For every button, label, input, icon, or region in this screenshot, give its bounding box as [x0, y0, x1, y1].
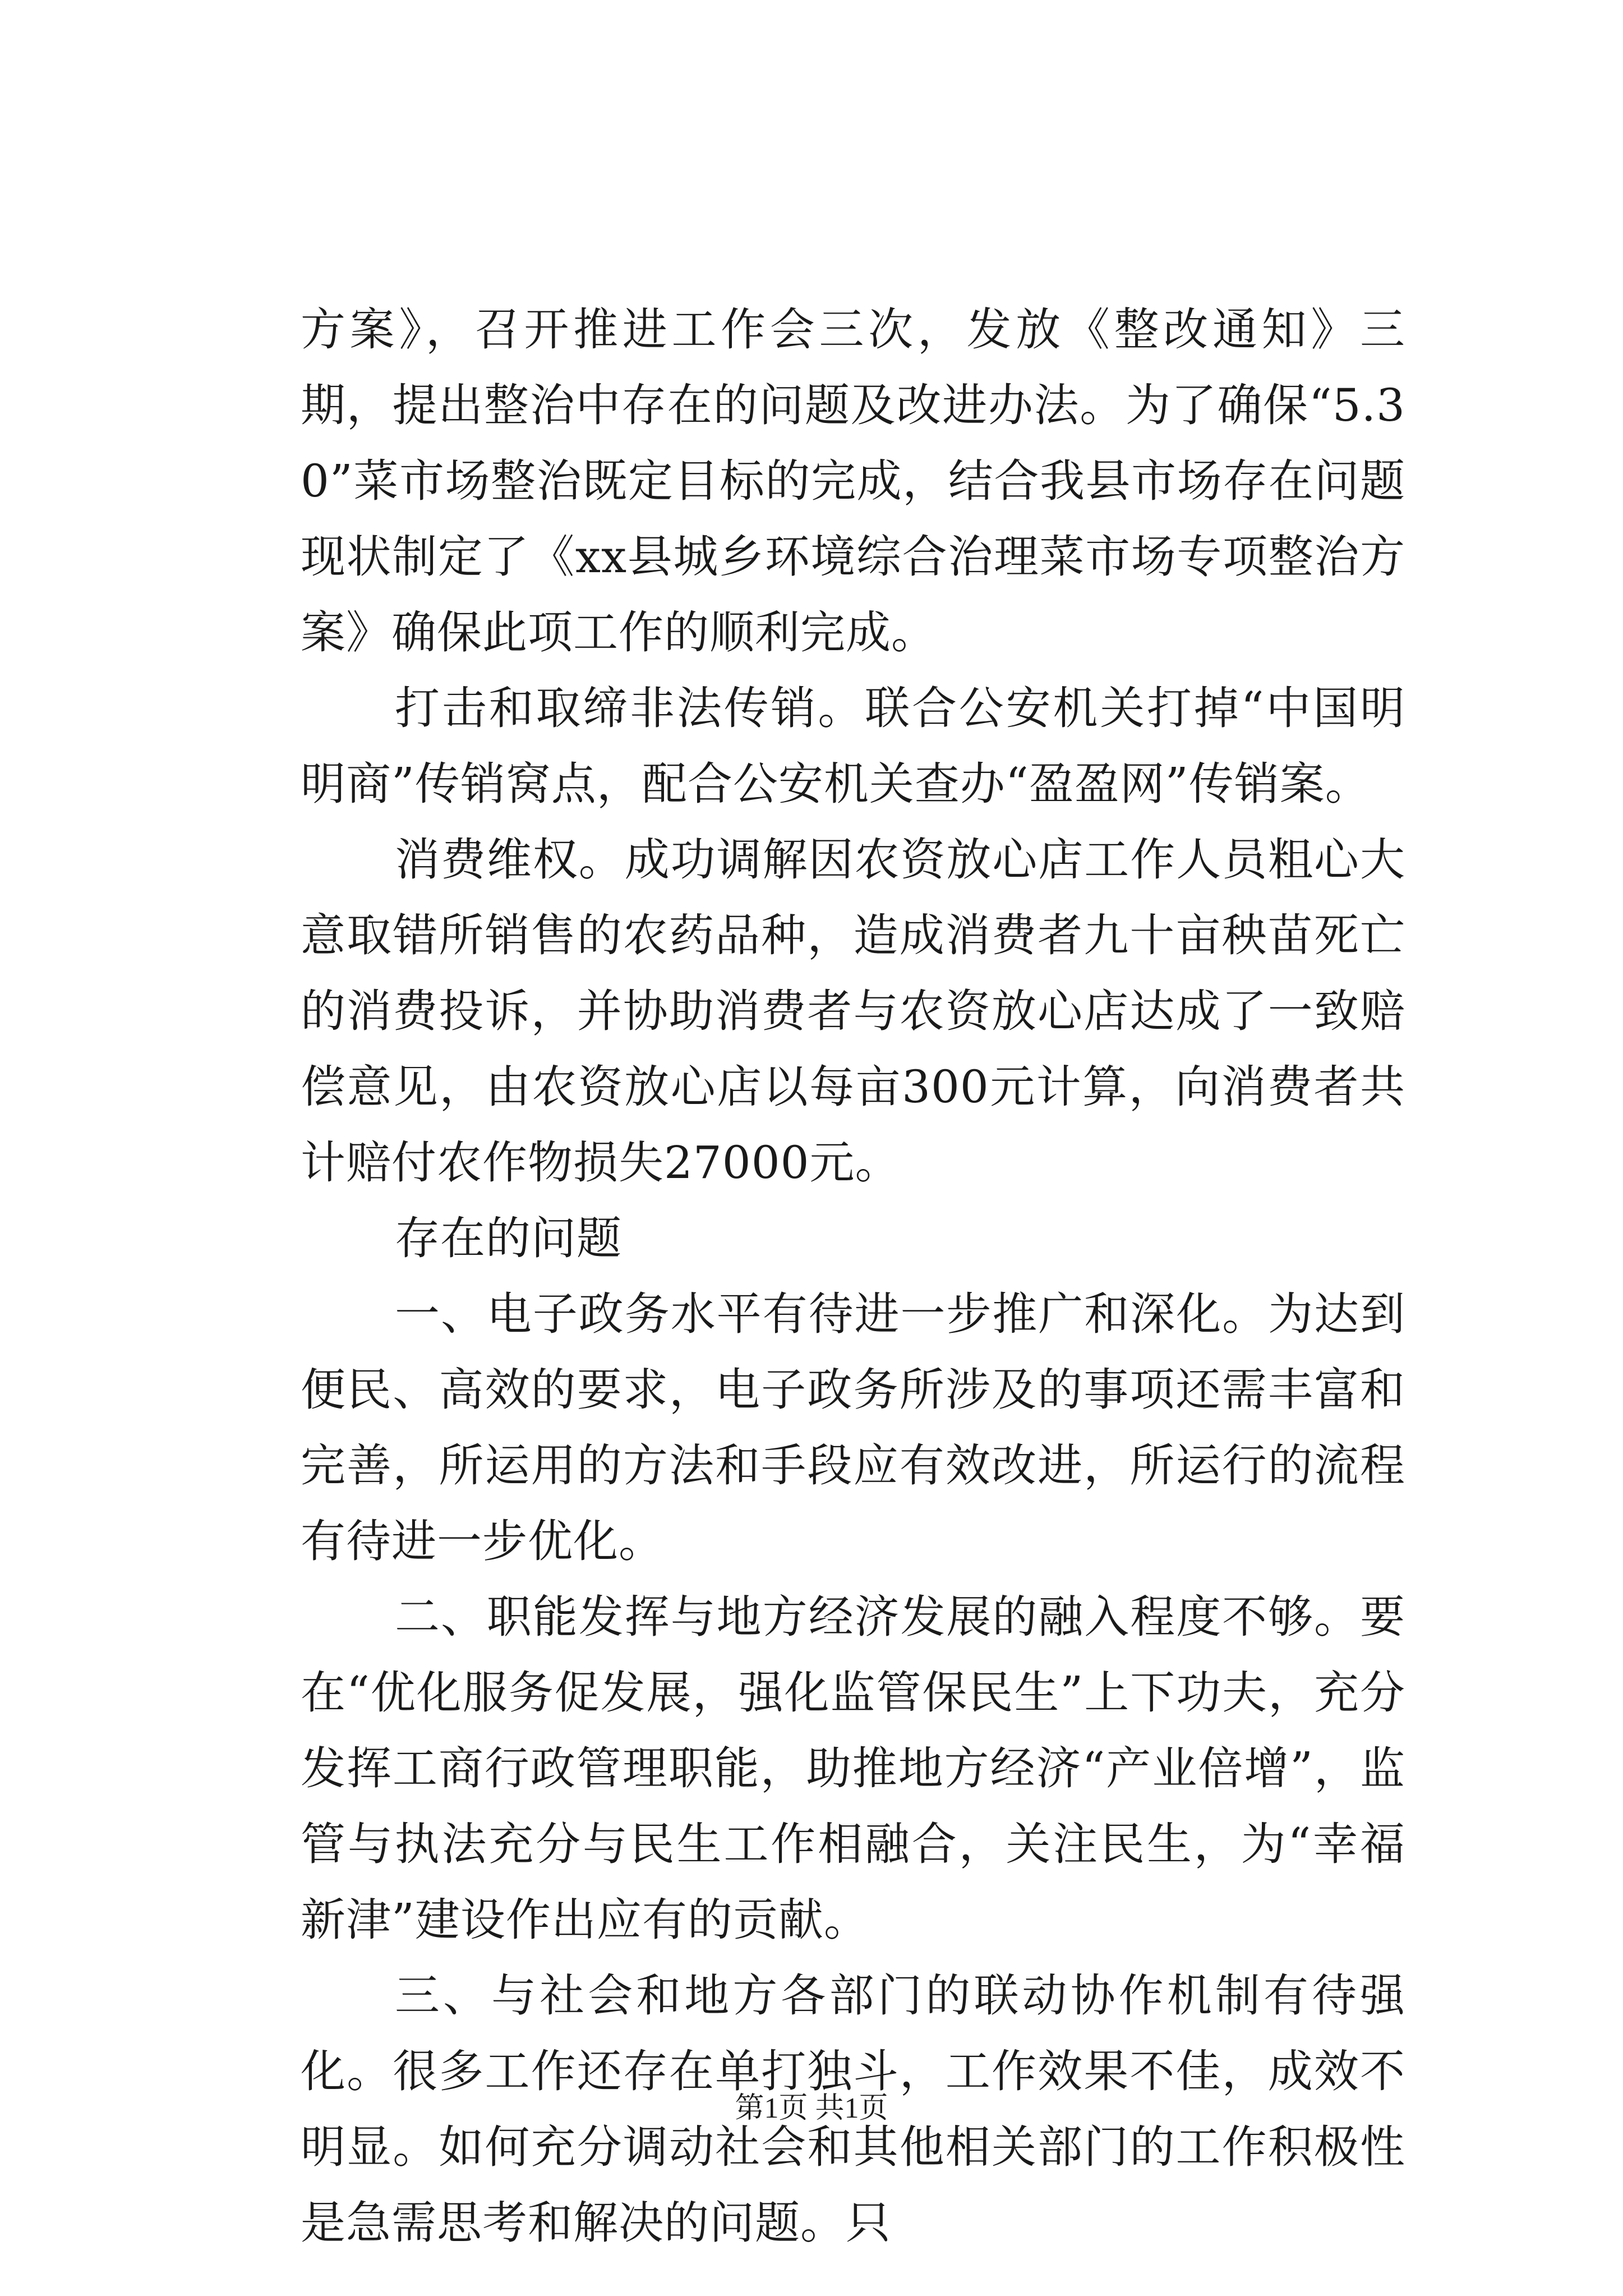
section-heading: 存在的问题: [395, 1212, 622, 1264]
paragraph-7: 三、与社会和地方各部门的联动协作机制有待强化。很多工作还存在单打独斗，工作效果不佳，成效不明显。如何充分调动社会和其他相关部门的工作积极性是急需思考和解决的问题。只: [301, 1970, 1405, 2249]
document-body: [301, 292, 1405, 2261]
paragraph-1: 方案》，召开推进工作会三次，发放《整改通知》三期，提出整治中存在的问题及改进办法。为了确保“5.30”菜市场整治既定目标的完成，结合我县市场存在问题现状制定了《xx县城乡环境综合治理菜市场专项整治方案》确保此项工作的顺利完成。: [301, 303, 1405, 659]
paragraph-5: 一、电子政务水平有待进一步推广和深化。为达到便民、高效的要求，电子政务所涉及的事项还需丰富和完善，所运用的方法和手段应有效改进，所运行的流程有待进一步优化。: [301, 1288, 1405, 1567]
paragraph-3: 消费维权。成功调解因农资放心店工作人员粗心大意取错所销售的农药品种，造成消费者九十亩秧苗死亡的消费投诉，并协助消费者与农资放心店达成了一致赔偿意见，由农资放心店以每亩300元计算，向消费者共计赔付农作物损失27000元。: [301, 834, 1405, 1189]
paragraph-6: 二、职能发挥与地方经济发展的融入程度不够。要在“优化服务促发展，强化监管保民生”上下功夫，充分发挥工商行政管理职能，助推地方经济“产业倍增”，监管与执法充分与民生工作相融合，关注民生，为“幸福新津”建设作出应有的贡献。: [301, 1591, 1405, 1946]
paragraph-2: 打击和取缔非法传销。联合公安机关打掉“中国明明商”传销窝点，配合公安机关查办“盈盈网”传销案。: [301, 682, 1405, 810]
page-footer: 第1页 共1页: [735, 2092, 888, 2124]
